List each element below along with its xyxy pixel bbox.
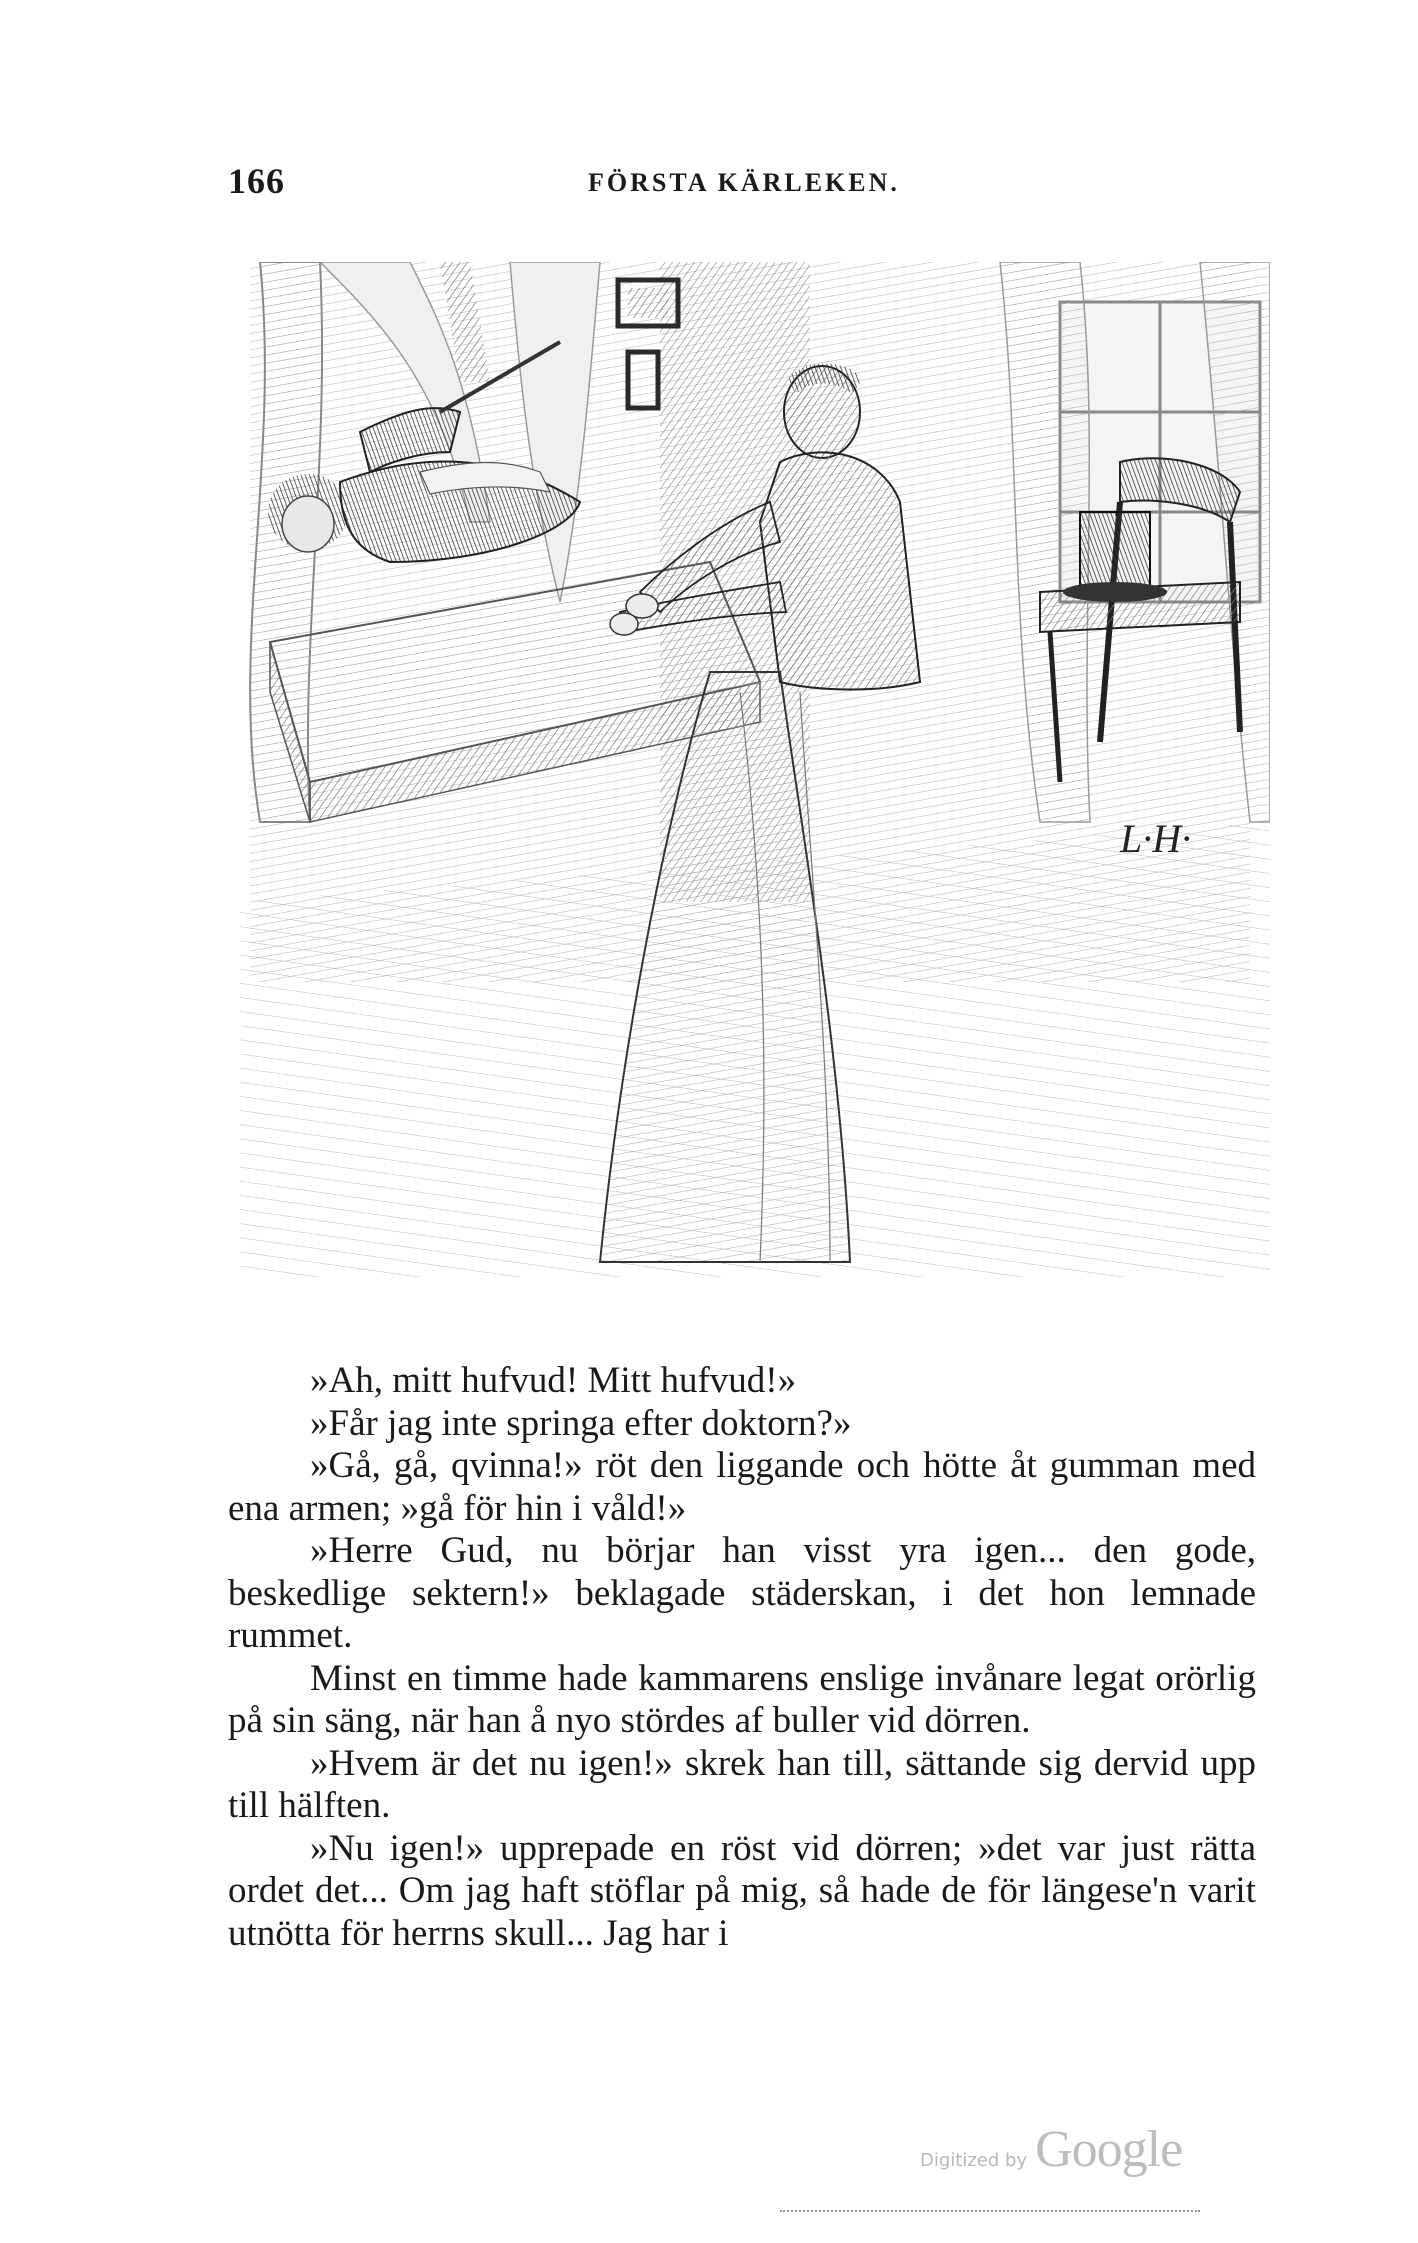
paragraph: »Gå, gå, qvinna!» röt den liggande och hötte åt gumman med ena armen; »gå för hin i våld!» [228,1445,1256,1529]
paragraph: »Nu igen!» upprepade en röst vid dörren; »det var just rätta ordet det... Om jag haft stöflar på mig, så hade de för längese'n varit utnötta för herrns skull... Jag har i [228,1827,1256,1954]
watermark-small-text: Digitized by [920,2150,1028,2171]
paragraph: »Får jag inte springa efter doktorn?» [310,1402,852,1444]
page-number: 166 [228,161,285,201]
engraving-bedroom-scene-icon [240,262,1270,1277]
digitized-watermark [920,2120,1220,2180]
paragraph: »Hvem är det nu igen!» skrek han till, sättande sig dervid upp till hälften. [228,1742,1256,1826]
footer-artifact [780,2210,1200,2215]
svg-text:L·H·: L·H· [1120,816,1192,861]
page-header [228,160,1238,210]
paragraph: Minst en timme hade kammarens enslige invånare legat orörlig på sin säng, när han å nyo stördes af buller vid dörren. [228,1657,1256,1741]
running-head: FÖRSTA KÄRLEKEN. [588,168,900,197]
illustration [240,262,1270,1277]
body-text [228,1360,1256,1955]
watermark-logo-text: Google [1035,2121,1183,2178]
paragraph: »Ah, mitt hufvud! Mitt hufvud!» [310,1360,797,1401]
paragraph: »Herre Gud, nu börjar han visst yra igen... den gode, beskedlige sektern!» beklagade städerskan, i det hon lemnade rummet. [228,1530,1256,1656]
